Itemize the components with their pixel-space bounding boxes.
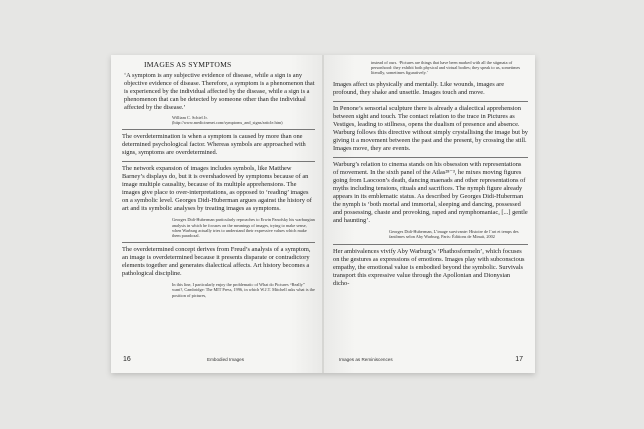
left-page <box>111 55 323 373</box>
divider <box>333 157 528 158</box>
block-quote: ‘A symptom is any subjective evidence of disease, while a sign is any objective evidence of disease. Therefore, a symptom is a phenomenon that is experienced by the individual affected by the disease, while a sign is a phenomenon that can be detected by someone other than the individual affected by the disease.’ <box>124 72 315 111</box>
side-note: In this line, I particularly enjoy the problematic of What do Pictures “Really” want?, Cambridge: The MIT Press, 1996, in which W.J.T. Mitchell asks what is the position of pictures, <box>172 282 315 298</box>
running-footer: Images as Reminiscences <box>339 357 393 362</box>
right-page-content <box>333 60 528 292</box>
paragraph: In Penone’s sensorial sculpture there is already a dialectical apprehension between sight and touch. The contact relation to the trace in Pictures as Vestiges, leading to stillness, opens the dualism of presence and absence. Warburg follows this directive without simply crystallising the image but by giving it a movement between the past and the present, by crossing the still. Images move, they are events. <box>333 104 528 152</box>
page-footer <box>323 353 535 363</box>
side-note: instead of ours. ‘Pictures are things that have been marked with all the stigmata of personhood: they exhibit both physical and virtual bodies; they speak to us, sometimes literally, sometimes figuratively.’ <box>371 60 521 76</box>
paragraph: Images affect us physically and mentally. Like wounds, images are profound, they shake and unsettle. Images touch and move. <box>333 80 505 96</box>
page-footer <box>111 353 323 363</box>
page-number: 16 <box>123 356 131 363</box>
book-spine <box>322 55 324 373</box>
divider <box>333 244 528 245</box>
paragraph: The network expansion of images includes symbols, like Matthew Barney’s displays do, but it is overshadowed by symptoms because of an image multiple causality, because of its multiple apprehensions. The images give place to over-interpretations, as opposed to ‘reading’ images on a symbolic level. Georges Didi-Huberman argues against the history of art and its symbolic analyses by treating images as symptoms. <box>122 165 312 213</box>
paragraph: The overdetermined concept derives from Freud’s analysis of a symptom, an image is overdetermined because it presents disparate or contradictory elements together and generates dialectical affects. Art history becomes a pathological discipline. <box>122 246 311 278</box>
side-note: Georges Didi-Huberman particularly reproaches to Erwin Panofsky his warburgian analysis in which he focuses on the meanings of images, trying to make sense, when Warburg actually tries to understand their expressive values which make them paradoxal. <box>172 217 315 239</box>
divider <box>122 129 315 130</box>
left-page-content <box>122 60 315 302</box>
page-number: 17 <box>515 356 523 363</box>
divider <box>333 101 528 102</box>
divider <box>122 242 315 243</box>
open-book <box>111 55 535 373</box>
section-heading: IMAGES AS SYMPTOMS <box>144 60 232 69</box>
quote-citation: William C. Schiel Jr. (http://www.medicinenet.com/symptoms_and_signs/article.htm) <box>172 115 283 126</box>
running-footer: Embodied Images <box>207 357 245 362</box>
citation: Georges Didi-Huberman, L’image survivante: Histoire de l’art et temps des fantômes selon Aby Warburg, Paris: Éditions de Minuit, 2002 <box>389 228 519 239</box>
paragraph: Her ambivalences vivify Aby Warburg’s ‘Phathosformeln’, which focuses on the gestures as expressions of emotions. Images play with subconscious empathy, the emotional value is embodied beyond the symbolic. Survivals transport this expressive value through the Apollonian and Dionysian dicho- <box>333 248 525 288</box>
divider <box>122 161 315 162</box>
paragraph: The overdetermination is when a symptom is caused by more than one determined psychological factor. Whereas symbols are approached with signs, symptoms are overdetermined. <box>122 133 306 157</box>
paragraph: Warburg’s relation to cinema stands on his obsession with representations of movement. In the sixth panel of the Atlas²⁸⁻³, he mixes moving figures going from Laocoon’s death, dancing maenads and other representations of myths including tensions, rituals and sacrifices. The nymph figure already appears in its emblematic status. As described by Georges Didi-Huberman the nymph is ‘both mortal and immortal, sleeping and dancing, possessed and possessing, chaste and provoking, raped and nymphomaniac, [...] gentle and haunting’. <box>333 160 528 224</box>
right-page <box>323 55 535 373</box>
